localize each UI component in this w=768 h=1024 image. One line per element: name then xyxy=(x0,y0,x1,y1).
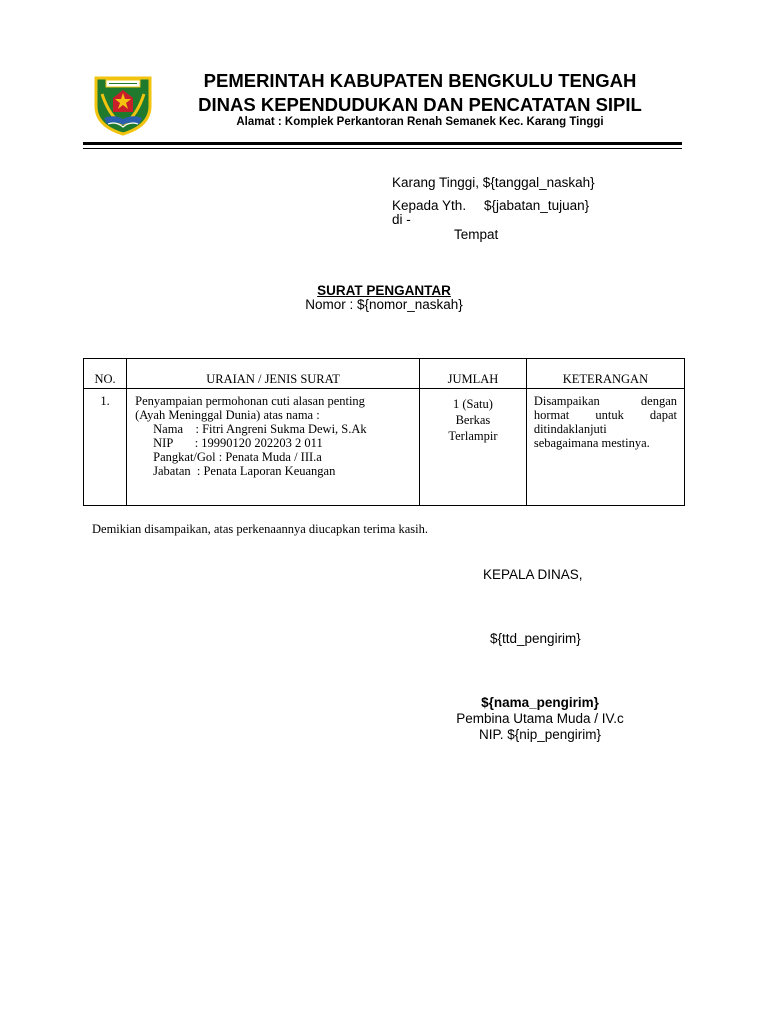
desc-nip: NIP : 19990120 202203 2 011 xyxy=(153,436,323,450)
recipient-label: Kepada Yth. xyxy=(392,198,467,213)
qty-line-1: 1 (Satu) xyxy=(452,397,493,411)
header-quantity: JUMLAH xyxy=(420,359,527,389)
letterhead-agency: DINAS KEPENDUDUKAN DAN PENCATATAN SIPIL xyxy=(198,94,642,115)
header-description: URAIAN / JENIS SURAT xyxy=(127,359,420,389)
signer-name: ${nama_pengirim} xyxy=(481,695,599,710)
cell-remarks xyxy=(526,389,684,506)
recipient-di: di - xyxy=(392,212,411,227)
closing-sentence: Demikian disampaikan, atas perkenaannya diucapkan terima kasih. xyxy=(92,522,428,536)
place-date: Karang Tinggi, ${tanggal_naskah} xyxy=(392,175,595,190)
letterhead-rule-thin xyxy=(83,148,682,149)
qty-line-3: Terlampir xyxy=(448,429,498,443)
desc-line-1: Penyampaian permohonan cuti alasan penting xyxy=(135,394,365,408)
regency-logo xyxy=(90,72,156,136)
recipient-place: Tempat xyxy=(454,227,499,242)
note-line-3: ditindaklanjuti xyxy=(533,422,607,436)
cell-quantity xyxy=(420,389,527,506)
regency-emblem-icon xyxy=(90,72,156,136)
cell-no xyxy=(84,389,127,506)
document-title: SURAT PENGANTAR xyxy=(317,283,451,298)
table-row xyxy=(84,389,685,506)
recipient-value: ${jabatan_tujuan} xyxy=(484,198,590,213)
letterhead-government: PEMERINTAH KABUPATEN BENGKULU TENGAH xyxy=(203,70,637,91)
signer-rank: Pembina Utama Muda / IV.c xyxy=(456,711,624,726)
items-table xyxy=(83,358,685,506)
header-no: NO. xyxy=(84,359,127,389)
desc-position: Jabatan : Penata Laporan Keuangan xyxy=(153,464,336,478)
note-line-4: sebagaimana mestinya. xyxy=(533,436,650,450)
signer-nip: NIP. ${nip_pengirim} xyxy=(478,727,602,742)
note-line-2: hormat untuk dapat xyxy=(533,408,677,422)
signer-position: KEPALA DINAS, xyxy=(483,567,583,582)
row-number: 1. xyxy=(100,394,110,408)
cell-description xyxy=(127,389,420,506)
desc-name: Nama : Fitri Angreni Sukma Dewi, S.Ak xyxy=(153,422,367,436)
header-remarks: KETERANGAN xyxy=(526,359,684,389)
desc-line-2: (Ayah Meninggal Dunia) atas nama : xyxy=(135,408,320,422)
table-header-row xyxy=(84,359,685,389)
note-line-1: Disampaikan dengan xyxy=(533,394,677,408)
signature-placeholder: ${ttd_pengirim} xyxy=(490,631,581,646)
letterhead-rule-thick xyxy=(83,142,682,145)
qty-line-2: Berkas xyxy=(455,413,491,427)
desc-rank: Pangkat/Gol : Penata Muda / III.a xyxy=(153,450,322,464)
document-number: Nomor : ${nomor_naskah} xyxy=(305,297,463,312)
letterhead-address: Alamat : Komplek Perkantoran Renah Semanek Kec. Karang Tinggi xyxy=(236,116,604,128)
